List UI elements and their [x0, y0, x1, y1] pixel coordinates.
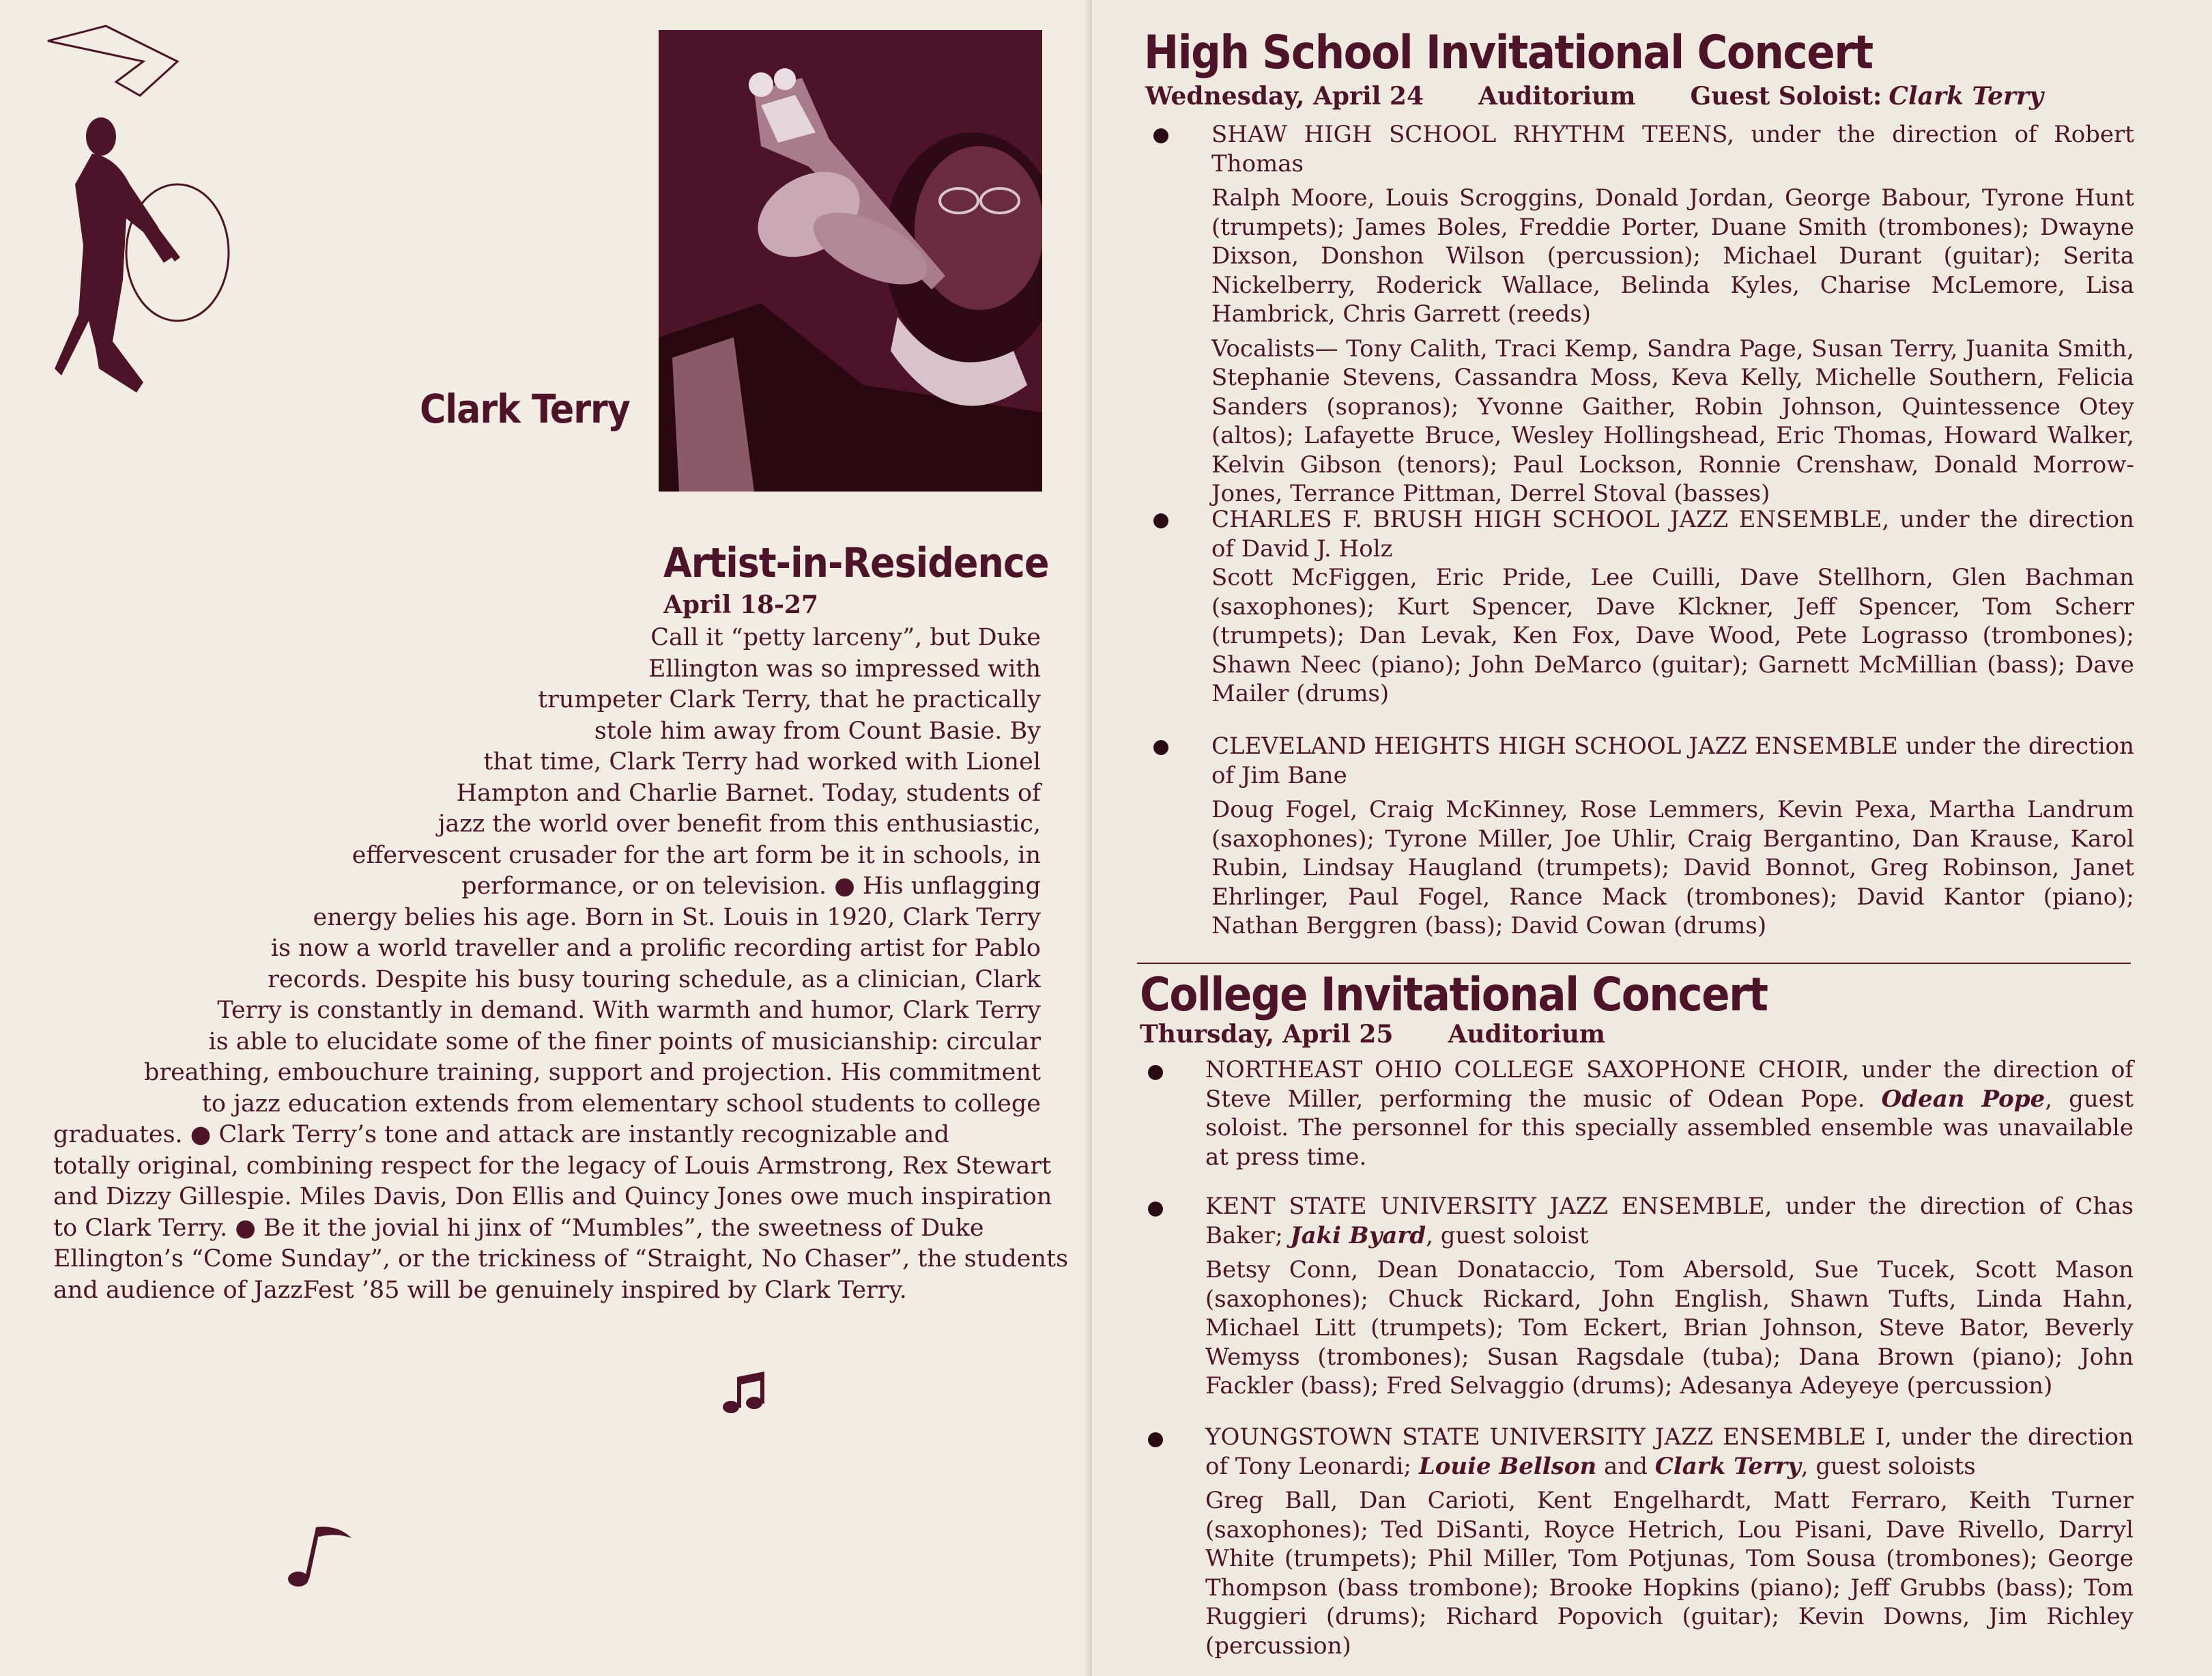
bio-line: to Clark Terry. ● Be it the jovial hi jinx of “Mumbles”, the sweetness of Duke: [53, 1214, 984, 1242]
entry-header: KENT STATE UNIVERSITY JAZZ ENSEMBLE, under the direction of Chas Baker; Jaki Byard, guest soloist: [1205, 1193, 2134, 1249]
bio-line: performance, or on television. ● His unflagging: [461, 872, 1041, 900]
bio-line: is able to elucidate some of the finer points of musicianship: circular: [208, 1027, 1041, 1055]
bullet: [1153, 128, 1168, 143]
bio-line: records. Despite his busy touring schedule, as a clinician, Clark: [268, 965, 1041, 993]
college-concert-details: [1140, 1020, 1660, 1049]
concert-day: Thursday, April 25: [1140, 1020, 1394, 1049]
section-title: Artist-in-Residence: [663, 539, 1049, 587]
bio-line: stole him away from Count Basie. By: [594, 717, 1041, 745]
bullet: [1153, 740, 1168, 755]
bio-line: graduates. ● Clark Terry’s tone and attack are instantly recognizable and: [53, 1121, 949, 1148]
high-school-concert-title: High School Invitational Concert: [1144, 26, 1873, 80]
right-page: [1092, 0, 2212, 1676]
music-note-icon: [720, 1369, 768, 1417]
soloist-line: Guest Soloist: Clark Terry: [1690, 82, 2043, 111]
concert-venue: Auditorium: [1448, 1020, 1605, 1049]
entry-personnel: Betsy Conn, Dean Donataccio, Tom Abersold, Sue Tucek, Scott Mason (saxophones); Chuck Rickard, John English, Shawn Tufts, Linda Hahn, Michael Litt (trumpets); Tom Eckert, Brian Johnson, Steve Bator, Beverly Wemyss (trombones); Susan Ragsdale (tuba); Dana Brown (piano); John Fackler (bass); Fred Selvaggio (drums); Adesanya Adeyeye (percussion): [1205, 1256, 2134, 1400]
northeast-ohio-sax-choir-entry: [1205, 1055, 2134, 1177]
clark-terry-photo: [659, 30, 1042, 492]
entry-personnel: Greg Ball, Dan Carioti, Kent Engelhardt, Matt Ferraro, Keith Turner (saxophones); Ted DiSanti, Royce Hetrich, Lou Pisani, Dave Rivello, Darryl White (trumpets); Phil Miller, Tom Potjunas, Tom Sousa (trombones); George Thompson (bass trombone); Brooke Hopkins (piano); Jeff Grubbs (bass); Tom Ruggieri (drums); Richard Popovich (guitar); Kevin Downs, Jim Richley (percussion): [1205, 1487, 2134, 1660]
bio-line: to jazz education extends from elementary school students to college: [201, 1090, 1041, 1118]
entry-personnel: Ralph Moore, Louis Scroggins, Donald Jordan, George Babour, Tyrone Hunt (trumpets); James Boles, Freddie Porter, Duane Smith (trombones); Dwayne Dixson, Donshon Wilson (percussion); Michael Durant (guitar); Serita Nickelberry, Roderick Wallace, Belinda Kyles, Charise McLemore, Lisa Hambrick, Chris Garrett (reeds): [1211, 184, 2134, 328]
artist-name-heading: Clark Terry: [420, 386, 630, 432]
soloist-name: Clark Terry: [1888, 82, 2043, 111]
bullet: [1153, 513, 1168, 528]
bio-line: and Dizzy Gillespie. Miles Davis, Don Ellis and Quincy Jones owe much inspiration: [53, 1183, 1052, 1210]
cleveland-heights-entry: [1211, 732, 2134, 946]
left-page: [0, 0, 1092, 1676]
bio-line: breathing, embouchure training, support and projection. His commitment: [143, 1059, 1041, 1086]
bio-line: Call it “petty larceny”, but Duke: [650, 624, 1041, 651]
section-divider: [1137, 963, 2131, 964]
shaw-rhythm-teens-entry: [1211, 120, 2134, 514]
bio-line: jazz the world over benefit from this enthusiastic,: [437, 810, 1041, 838]
entry-header: SHAW HIGH SCHOOL RHYTHM TEENS, under the direction of Robert Thomas: [1211, 121, 2134, 177]
eighth-note-icon: [283, 1519, 358, 1594]
bio-line: Ellington’s “Come Sunday”, or the trickiness of “Straight, No Chaser”, the students: [53, 1245, 1069, 1273]
kent-state-entry: [1205, 1192, 2134, 1406]
bio-line: that time, Clark Terry had worked with Lionel: [483, 748, 1041, 776]
guest-soloist: Odean Pope: [1881, 1085, 2045, 1113]
bullet: [1148, 1202, 1163, 1217]
entry-header: CHARLES F. BRUSH HIGH SCHOOL JAZZ ENSEMBLE, under the direction of David J. Holz: [1211, 506, 2134, 563]
concert-venue: Auditorium: [1478, 82, 1636, 111]
bio-line: energy belies his age. Born in St. Louis in 1920, Clark Terry: [313, 903, 1041, 931]
bio-line: Hampton and Charlie Barnet. Today, students of: [456, 779, 1041, 807]
college-concert-title: College Invitational Concert: [1140, 968, 1768, 1022]
youngstown-state-entry: [1205, 1423, 2134, 1666]
entry-personnel: Doug Fogel, Craig McKinney, Rose Lemmers, Kevin Pexa, Martha Landrum (saxophones); Tyrone Miller, Joe Uhlir, Craig Bergantino, Dan Krause, Karol Rubin, Lindsay Haugland (trumpets); David Bonnot, Greg Robinson, Janet Ehrlinger, Paul Fogel, Rance Mack (trombones); David Kantor (piano); Nathan Berggren (bass); David Cowan (drums): [1211, 796, 2134, 939]
bio-line: trumpeter Clark Terry, that he practically: [538, 686, 1041, 713]
bullet: [1148, 1432, 1163, 1447]
residence-dates: April 18-27: [663, 591, 819, 619]
high-school-concert-details: [1145, 82, 2043, 111]
guest-soloist: Jaki Byard: [1290, 1221, 1426, 1249]
guest-soloist: Clark Terry: [1654, 1452, 1801, 1480]
concert-day: Wednesday, April 24: [1145, 82, 1424, 111]
bio-line: is now a world traveller and a prolific recording artist for Pablo: [270, 935, 1041, 962]
trumpeter-figure-icon: [41, 20, 232, 403]
brush-jazz-ensemble-entry: [1211, 505, 2134, 714]
bullet: [1148, 1065, 1163, 1080]
entry-header: YOUNGSTOWN STATE UNIVERSITY JAZZ ENSEMBLE I, under the direction of Tony Leonardi; Louie Bellson and Clark Terry, guest soloists: [1205, 1423, 2134, 1480]
bio-line: and audience of JazzFest ’85 will be genuinely inspired by Clark Terry.: [53, 1276, 907, 1304]
bio-line: totally original, combining respect for the legacy of Louis Armstrong, Rex Stewart: [53, 1152, 1052, 1180]
guest-soloist: Louie Bellson: [1418, 1452, 1597, 1480]
entry-header: CLEVELAND HEIGHTS HIGH SCHOOL JAZZ ENSEMBLE under the direction of Jim Bane: [1211, 733, 2134, 789]
bio-line: Ellington was so impressed with: [648, 655, 1041, 683]
entry-personnel: Scott McFiggen, Eric Pride, Lee Cuilli, Dave Stellhorn, Glen Bachman (saxophones); Kurt Spencer, Dave Klckner, Jeff Spencer, Tom Scherr (trumpets); Dan Levak, Ken Fox, Dave Wood, Pete Lograsso (trombones); Shawn Neec (piano); John DeMarco (guitar); Garnett McMillian (bass); Dave Mailer (drums): [1211, 564, 2134, 707]
entry-header: NORTHEAST OHIO COLLEGE SAXOPHONE CHOIR, under the direction of Steve Miller, performing the music of Odean Pope. Odean Pope, guest soloist. The personnel for this specially assembled ensemble was unavailable at press time.: [1205, 1056, 2134, 1171]
entry-vocalists: Vocalists— Tony Calith, Traci Kemp, Sandra Page, Susan Terry, Juanita Smith, Stephanie Stevens, Cassandra Moss, Keva Kelly, Michelle Southern, Felicia Sanders (sopranos); Yvonne Gaither, Robin Johnson, Quintessence Otey (altos); Lafayette Bruce, Wesley Hollingshead, Eric Thomas, Howard Walker, Kelvin Gibson (tenors); Paul Lockson, Ronnie Crenshaw, Donald Morrow-Jones, Terrance Pittman, Derrel Stoval (basses): [1211, 335, 2134, 507]
bio-line: Terry is constantly in demand. With warmth and humor, Clark Terry: [217, 997, 1041, 1024]
bio-line: effervescent crusader for the art form be it in schools, in: [351, 841, 1041, 869]
